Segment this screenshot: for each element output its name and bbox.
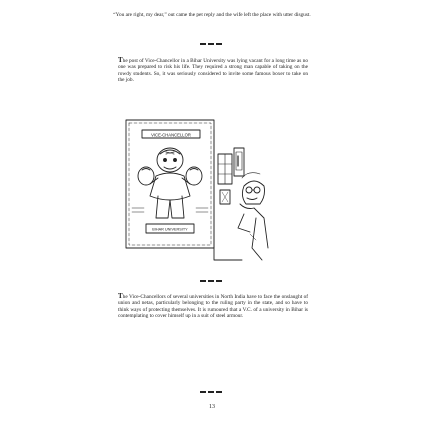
opening-quote-text: “You are right, my dear,” out came the pet reply and the wife left the place with utter disgust. bbox=[113, 12, 311, 18]
glasses-right bbox=[254, 187, 260, 193]
paragraph-text: he post of Vice-Chancellor in a Bihar University was lying vacant for a long time as no one was prepared to risk his life. They required a strong man capable of taking on the rowdy students. So, it was seriously considered to invite some famous boxer to take on the job. bbox=[118, 58, 308, 84]
door-frame bbox=[214, 130, 242, 260]
opening-quote-paragraph bbox=[112, 12, 312, 18]
section-separator bbox=[200, 42, 222, 46]
glasses-left bbox=[246, 187, 252, 193]
page-number: 13 bbox=[209, 404, 215, 410]
drop-cap: T bbox=[118, 292, 123, 300]
placard-top-label: VICE-CHANCELLOR bbox=[151, 132, 191, 138]
peeking-man-head bbox=[242, 181, 264, 204]
peeking-man-body bbox=[240, 204, 268, 248]
section-separator bbox=[200, 279, 222, 283]
placard-bottom-label: BIHAR UNIVERSITY bbox=[152, 227, 188, 232]
boxer-torso bbox=[150, 173, 190, 200]
boxer-vc-paragraph bbox=[118, 57, 308, 83]
boxer-head bbox=[157, 148, 183, 172]
paragraph-text: he Vice-Chancellors of several universities in North India have to face the onslaught of union and netas, particularly belonging to the ruling party in the state, and so have to think ways of protecting themselves. It is rumoured that a V.C. of a university in Bihar is contemplating to cover himself up in a suit of steel armour. bbox=[118, 294, 308, 320]
section-separator bbox=[200, 390, 222, 394]
cartoon-illustration bbox=[120, 118, 270, 273]
armour-vc-paragraph bbox=[118, 293, 308, 319]
drop-cap: T bbox=[118, 56, 123, 64]
